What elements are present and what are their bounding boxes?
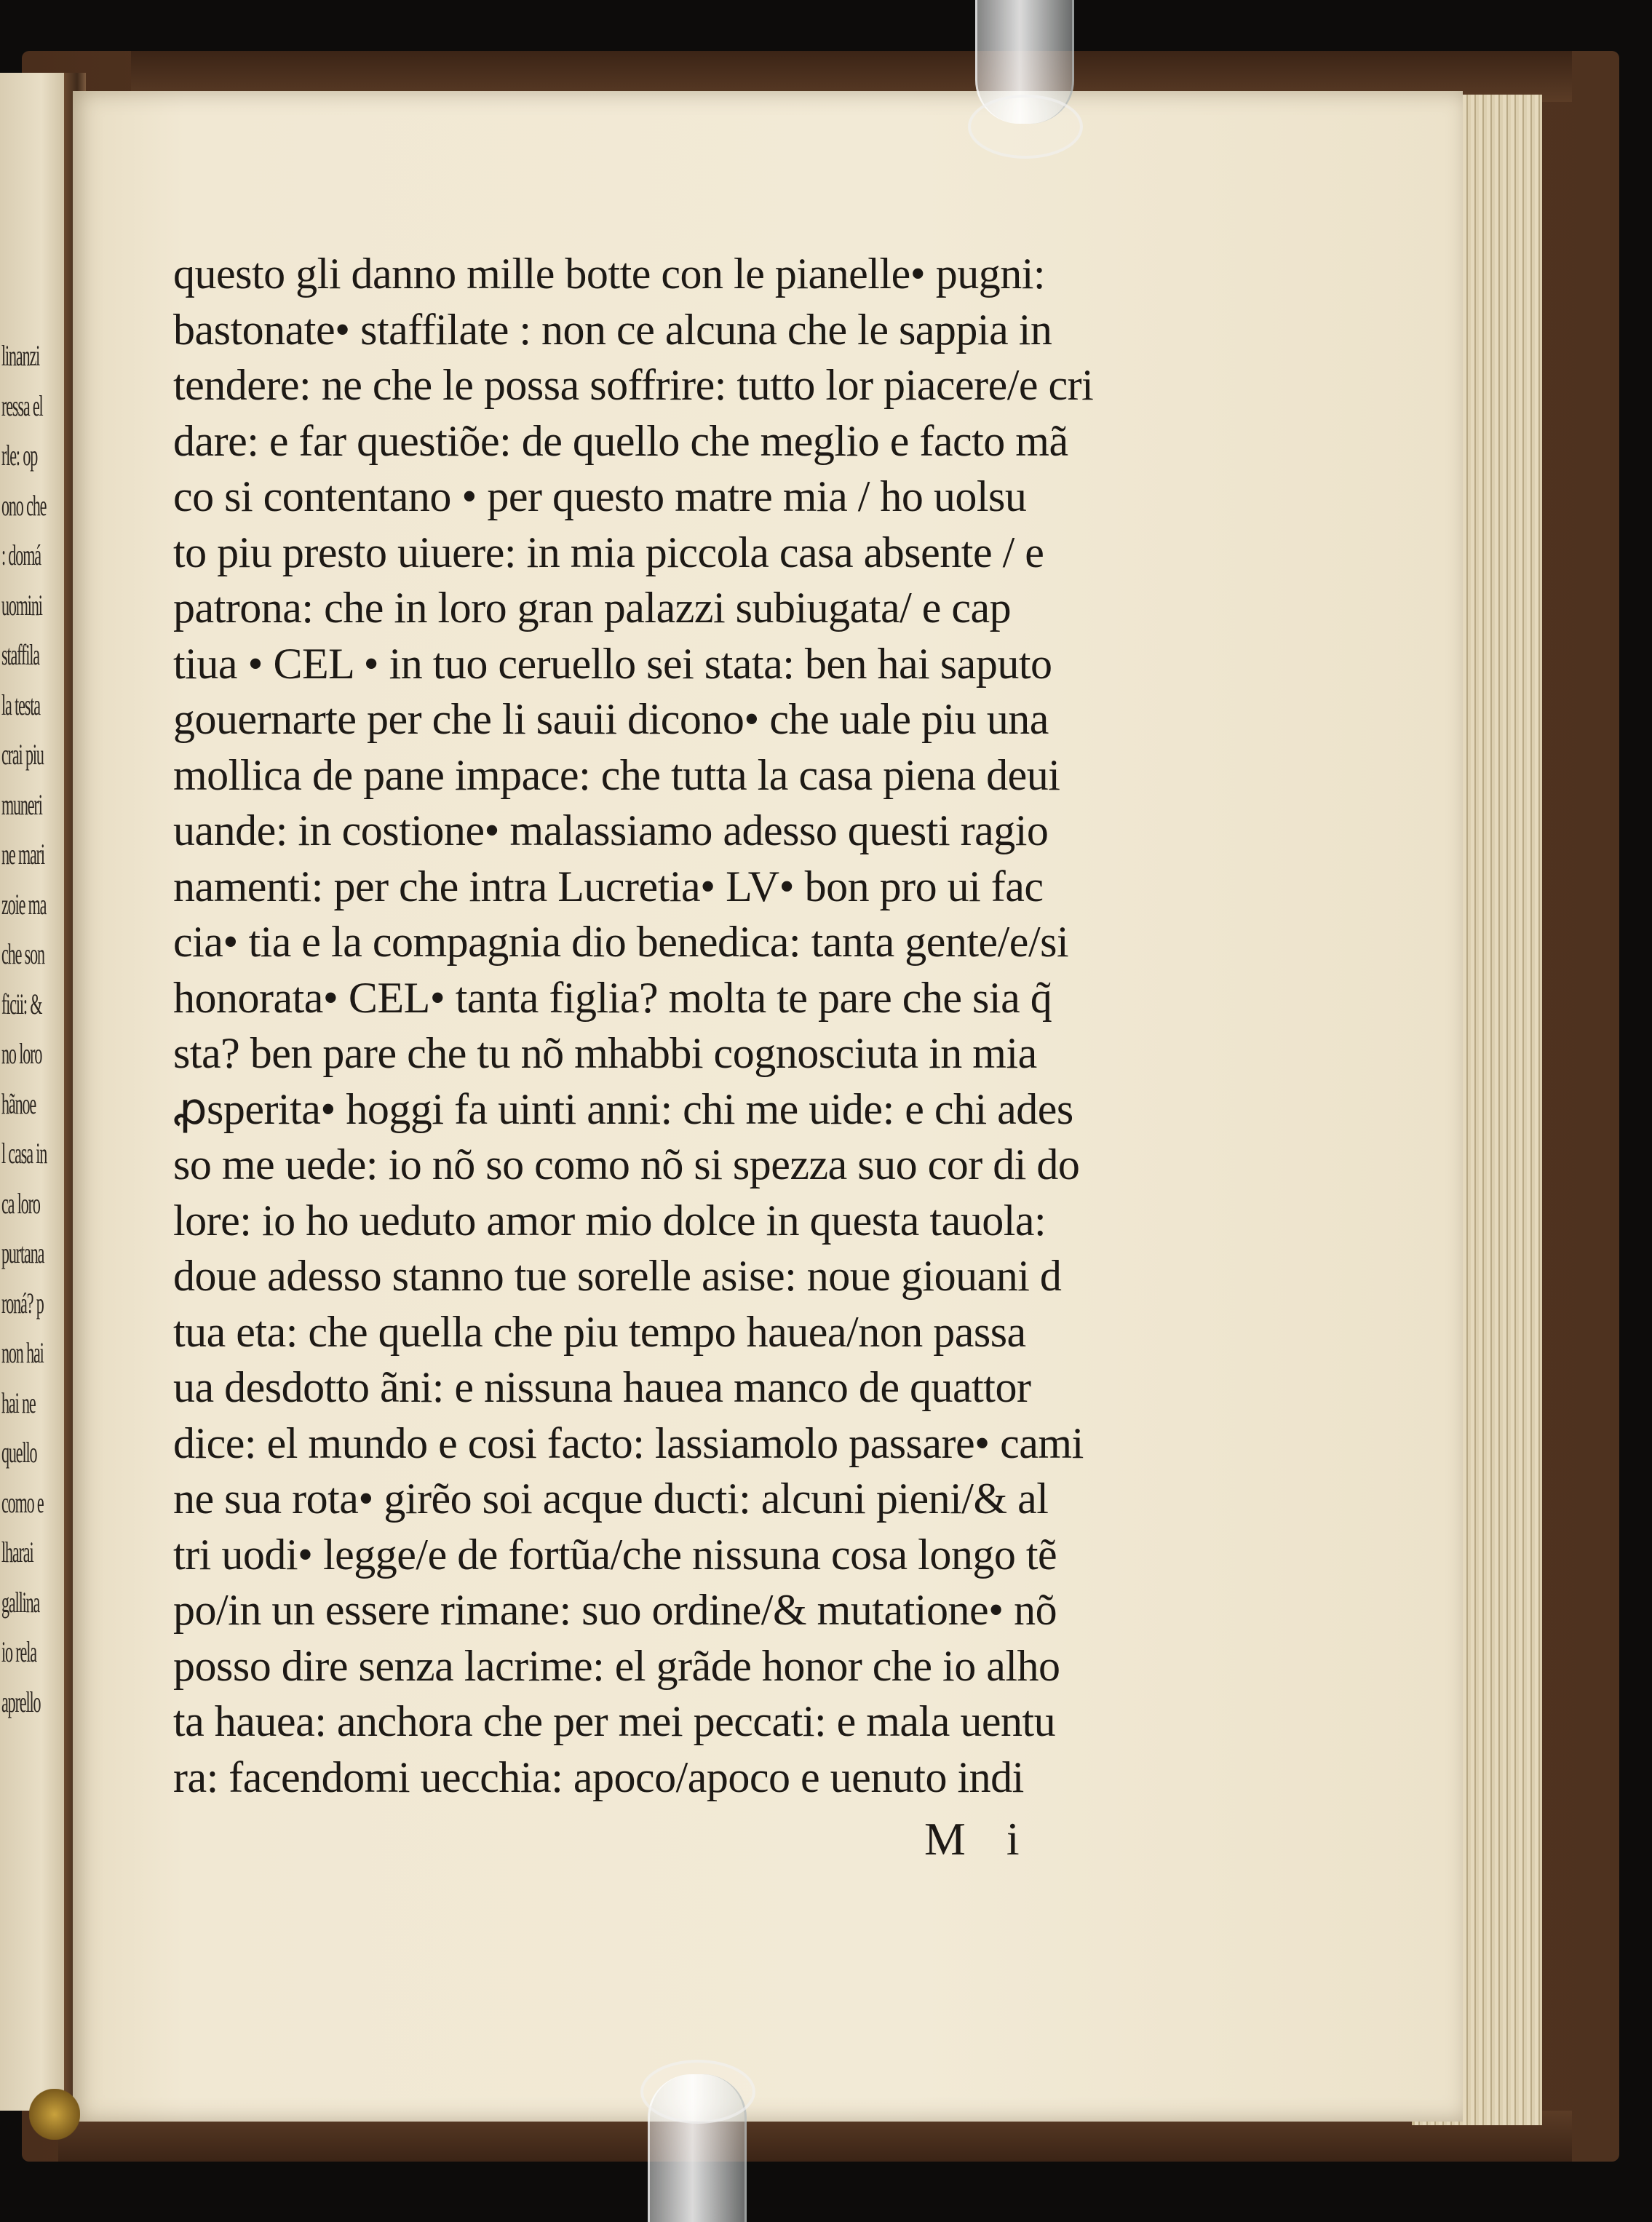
text-line: ne sua rota• girẽo soi acque ducti: alcuni pieni/& al — [173, 1475, 1049, 1523]
left-page-fragment: ficii: & — [1, 987, 42, 1020]
left-page-fragment: ca loro — [1, 1186, 40, 1220]
text-line: cia• tia e la compagnia dio benedica: tanta gente/e/si — [173, 918, 1069, 966]
left-page-fragment: la testa — [1, 688, 40, 721]
left-page-fragment: rle: op — [1, 439, 38, 472]
left-page-fragment: linanzi — [1, 339, 40, 372]
text-line: so me uede: io nõ so como nõ si spezza suo cor di do — [173, 1140, 1080, 1189]
text-line: ua desdotto ãni: e nissuna hauea manco de quattor — [173, 1363, 1031, 1411]
left-page-fragment: uomini — [1, 588, 42, 622]
text-line: honorata• CEL• tanta figlia? molta te pare che sia q̃ — [173, 973, 1052, 1022]
left-page-fragment: hai ne — [1, 1386, 36, 1419]
gilt-edge-mark — [29, 2089, 80, 2140]
left-page — [0, 73, 71, 2111]
text-line: lore: io ho ueduto amor mio dolce in questa tauola: — [173, 1196, 1047, 1245]
text-line: posso dire senza lacrime: el grãde honor che io alho — [173, 1641, 1060, 1690]
clip-ring-bottom — [640, 2060, 755, 2124]
left-page-fragment: io rela — [1, 1635, 36, 1668]
text-line: to piu presto uiuere: in mia piccola casa absente / e — [173, 528, 1044, 576]
text-line: tendere: ne che le possa soffrire: tutto lor piacere/e cri — [173, 361, 1094, 409]
left-page-fragment: l casa in — [1, 1137, 47, 1170]
left-page-fragment: che son — [1, 937, 44, 970]
text-line: bastonate• staffilate : non ce alcuna che le sappia in — [173, 305, 1052, 354]
text-line: co si contentano • per questo matre mia / ho uolsu — [173, 472, 1027, 520]
text-line: mollica de pane impace: che tutta la casa piena deui — [173, 750, 1060, 799]
left-page-fragment: purtana — [1, 1237, 44, 1269]
left-page-fragment: ono che — [1, 488, 47, 522]
left-page-fragment: aprello — [1, 1685, 41, 1718]
left-page-fragment: ne mari — [1, 838, 44, 870]
text-line: ra: facendomi uecchia: apoco/apoco e uenuto indi — [173, 1753, 1024, 1801]
text-line: patrona: che in loro gran palazzi subiugata/ e cap — [173, 584, 1012, 632]
text-line: po/in un essere rimane: suo ordine/& mutatione• nõ — [173, 1586, 1057, 1634]
left-page-fragment: ressa el — [1, 389, 43, 422]
left-page-fragment: roná? p — [1, 1286, 44, 1320]
left-page-fragment: crai piu — [1, 738, 44, 771]
left-page-fragment: lharai — [1, 1536, 33, 1568]
left-page-fragment: gallina — [1, 1585, 40, 1619]
text-line: tri uodi• legge/e de fortũa/che nissuna cosa longo tẽ — [173, 1530, 1057, 1579]
left-page-fragment: quello — [1, 1436, 37, 1469]
left-page-fragment: : domá — [1, 539, 41, 571]
left-page-fragment: non hai — [1, 1336, 44, 1369]
text-line: tua eta: che quella che piu tempo hauea/non passa — [173, 1307, 1026, 1356]
text-line: tiua • CEL • in tuo ceruello sei stata: ben hai saputo — [173, 639, 1052, 688]
text-line: ꝓsperita• hoggi fa uinti anni: chi me uide: e chi ades — [173, 1084, 1073, 1133]
text-line: gouernarte per che li sauii dicono• che uale piu una — [173, 695, 1049, 743]
text-line: questo gli danno mille botte con le pianelle• pugni: — [173, 250, 1046, 298]
text-line: doue adesso stanno tue sorelle asise: noue giouani d — [173, 1252, 1062, 1300]
left-page-fragment: muneri — [1, 787, 42, 821]
left-page-fragment: como e — [1, 1485, 44, 1519]
signature-mark: M i — [924, 1813, 1020, 1865]
text-line: ta hauea: anchora che per mei peccati: e mala uentu — [173, 1697, 1056, 1745]
text-line: sta? ben pare che tu nõ mhabbi cognosciuta in mia — [173, 1029, 1037, 1077]
left-page-fragment: no loro — [1, 1037, 42, 1070]
text-line: uande: in costione• malassiamo adesso questi ragio — [173, 806, 1049, 854]
text-line: namenti: per che intra Lucretia• LV• bon pro ui fac — [173, 862, 1044, 910]
page-text — [173, 246, 1170, 1805]
left-page-fragment: hãnoe — [1, 1087, 36, 1120]
text-line: dice: el mundo e cosi facto: lassiamolo passare• cami — [173, 1418, 1084, 1467]
left-page-text — [1, 331, 64, 1727]
left-page-fragment: staffila — [1, 638, 39, 671]
text-line: dare: e far questiõe: de quello che meglio e facto mã — [173, 416, 1068, 465]
clip-ring-top — [968, 95, 1083, 159]
left-page-fragment: zoie ma — [1, 887, 47, 921]
